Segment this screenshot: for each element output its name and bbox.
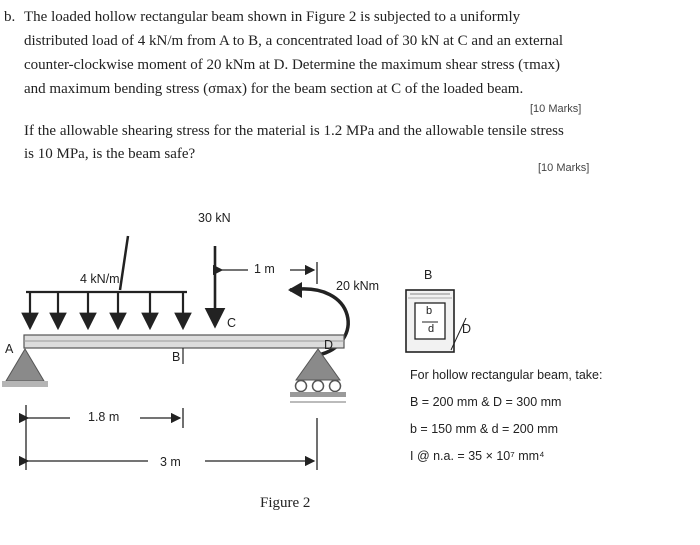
section-note-heading: For hollow rectangular beam, take:: [410, 368, 603, 382]
cross-section: [406, 290, 466, 352]
section-note-moment-of-inertia: I @ n.a. = 35 × 10⁷ mm⁴: [410, 449, 545, 463]
question-line-2: distributed load of 4 kN/m from A to B, a concentrated load of 30 kN at C and an external: [24, 33, 564, 49]
question-line-4: and maximum bending stress (σmax) for the beam section at C of the loaded beam.: [24, 81, 524, 97]
moment-label: 20 kNm: [336, 279, 380, 293]
question-line-3: counter-clockwise moment of 20 kNm at D. Determine the maximum shear stress (τmax): [24, 57, 560, 73]
question-part2-line-2: is 10 MPa, is the beam safe?: [24, 146, 196, 162]
marks-2: [10 Marks]: [538, 162, 590, 174]
section-label-inner-depth: d: [428, 323, 435, 335]
question-line-1: The loaded hollow rectangular beam shown in Figure 2 is subjected to a uniformly: [24, 9, 521, 25]
moment-arrowhead: [288, 282, 302, 298]
section-note-inner-dims: b = 150 mm & d = 200 mm: [410, 422, 558, 436]
question-part2-line-1: If the allowable shearing stress for the material is 1.2 MPa and the allowable tensile stress: [24, 123, 564, 139]
label-c: C: [227, 316, 237, 330]
label-b: B: [172, 350, 181, 364]
section-note-outer-dims: B = 200 mm & D = 300 mm: [410, 395, 562, 409]
question-number: b.: [4, 9, 16, 25]
figure-caption: Figure 2: [260, 495, 311, 511]
udl-load: [26, 292, 187, 328]
label-a: A: [5, 342, 14, 356]
support-d: [290, 349, 346, 402]
dim-c-d-label: 1 m: [254, 262, 275, 276]
udl-pointer: [120, 236, 128, 290]
dim-ab-label: 1.8 m: [88, 410, 120, 424]
section-label-outer-depth: D: [462, 322, 472, 336]
label-d: D: [324, 338, 334, 352]
dim-ad-label: 3 m: [160, 455, 181, 469]
udl-label: 4 kN/m: [80, 272, 120, 286]
point-load-label: 30 kN: [198, 211, 231, 225]
section-label-inner-width: b: [426, 305, 433, 317]
marks-1: [10 Marks]: [530, 103, 582, 115]
section-label-outer-width: B: [424, 268, 433, 282]
